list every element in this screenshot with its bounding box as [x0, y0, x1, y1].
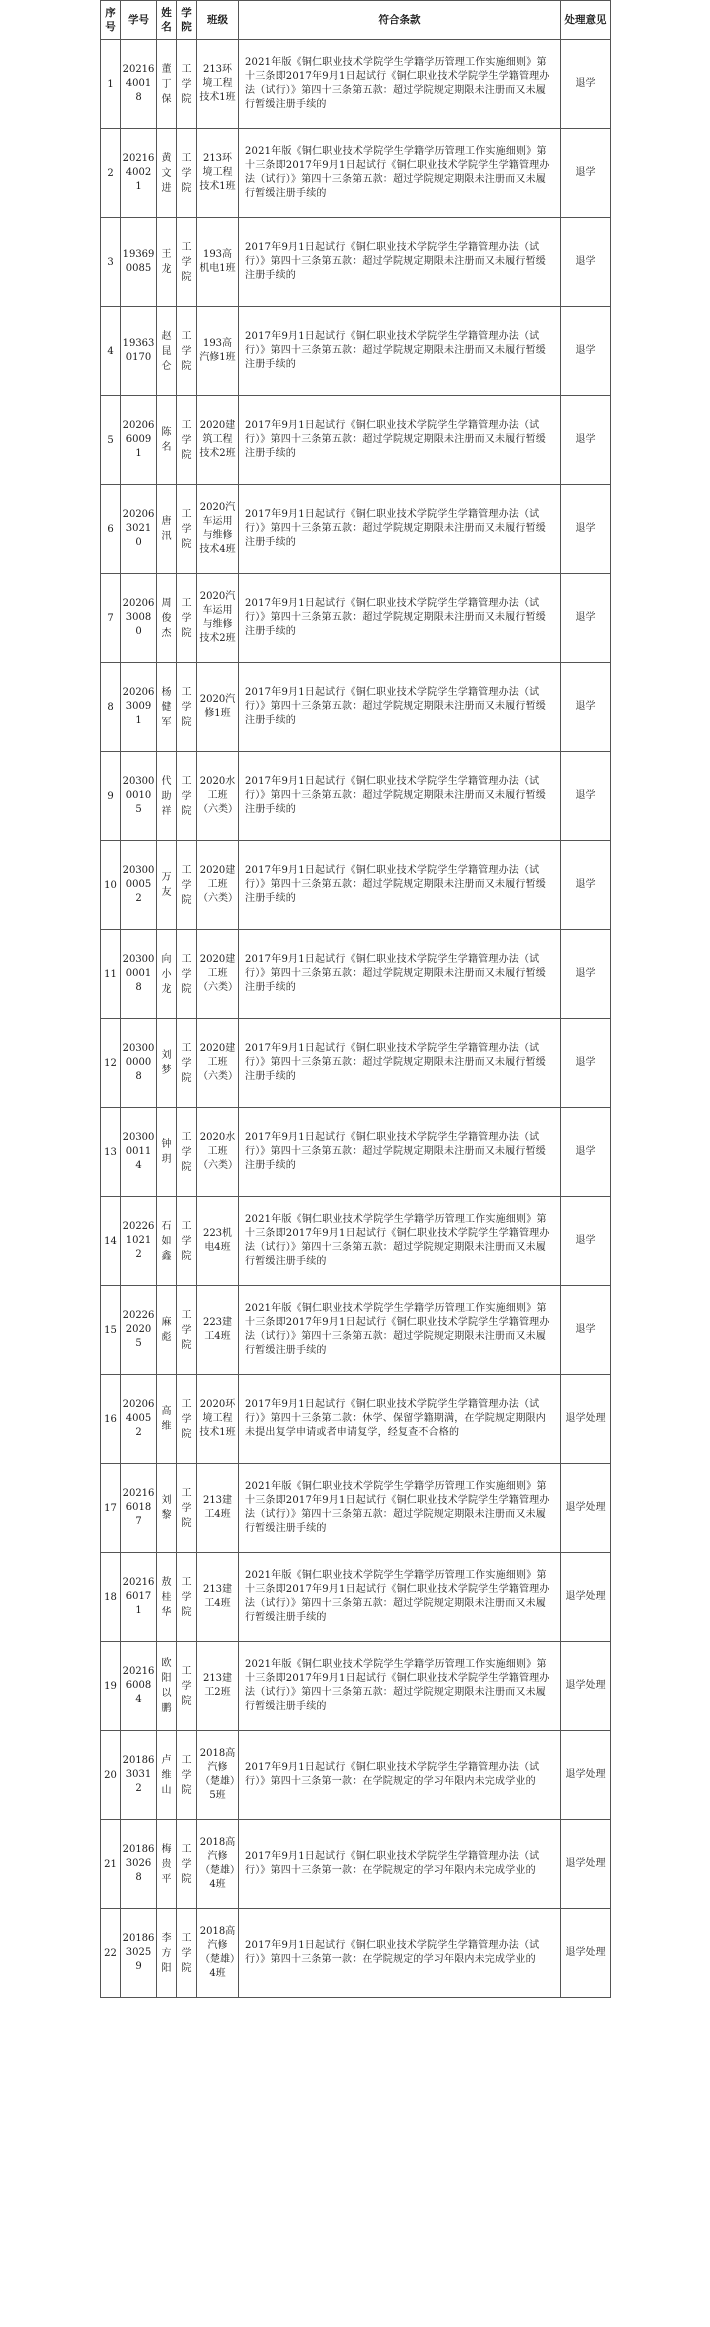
cell-seq: 12	[101, 1019, 121, 1108]
cell-student-id: 202063021 0	[121, 485, 157, 574]
table-row	[101, 1464, 611, 1553]
cell-student-id: 202166008 4	[121, 1642, 157, 1731]
cell-college: 工学院	[177, 1464, 197, 1553]
cell-decision: 退学	[561, 1197, 611, 1286]
cell-class: 213环境工程技术1班	[197, 129, 239, 218]
cell-seq: 19	[101, 1642, 121, 1731]
cell-student-id: 203000010 5	[121, 752, 157, 841]
cell-student-id: 202063009 1	[121, 663, 157, 752]
cell-college: 工学院	[177, 218, 197, 307]
cell-class: 193高机电1班	[197, 218, 239, 307]
cell-college: 工学院	[177, 1019, 197, 1108]
cell-clause: 2017年9月1日起试行《铜仁职业技术学院学生学籍管理办法（试行）》第四十三条第五款：超过学院规定期限未注册而又未履行暂缓注册手续的	[239, 752, 561, 841]
cell-class: 2020建工班（六类）	[197, 930, 239, 1019]
cell-class: 213环境工程技术1班	[197, 40, 239, 129]
cell-class: 2020水工班（六类）	[197, 752, 239, 841]
cell-student-id: 202166017 1	[121, 1553, 157, 1642]
cell-class: 223建工4班	[197, 1286, 239, 1375]
cell-name: 梅贵平	[157, 1820, 177, 1909]
cell-class: 223机电4班	[197, 1197, 239, 1286]
cell-name: 王龙	[157, 218, 177, 307]
cell-student-id: 202164001 8	[121, 40, 157, 129]
cell-decision: 退学处理	[561, 1375, 611, 1464]
cell-clause: 2021年版《铜仁职业技术学院学生学籍学历管理工作实施细则》第十三条即2017年9月1日起试行《铜仁职业技术学院学生学籍管理办法（试行）》第四十三条第五款：超过学院规定期限未注册而又未履行暂缓注册手续的	[239, 40, 561, 129]
cell-clause: 2017年9月1日起试行《铜仁职业技术学院学生学籍管理办法（试行）》第四十三条第五款：超过学院规定期限未注册而又未履行暂缓注册手续的	[239, 663, 561, 752]
cell-decision: 退学	[561, 930, 611, 1019]
cell-class: 2020建工班（六类）	[197, 1019, 239, 1108]
cell-decision: 退学处理	[561, 1642, 611, 1731]
cell-clause: 2021年版《铜仁职业技术学院学生学籍学历管理工作实施细则》第十三条即2017年9月1日起试行《铜仁职业技术学院学生学籍管理办法（试行）》第四十三条第五款：超过学院规定期限未注册而又未履行暂缓注册手续的	[239, 1286, 561, 1375]
cell-class: 2018高汽修（楚雄）4班	[197, 1909, 239, 1998]
cell-seq: 5	[101, 396, 121, 485]
cell-clause: 2021年版《铜仁职业技术学院学生学籍学历管理工作实施细则》第十三条即2017年9月1日起试行《铜仁职业技术学院学生学籍管理办法（试行）》第四十三条第五款：超过学院规定期限未注册而又未履行暂缓注册手续的	[239, 1197, 561, 1286]
cell-student-id: 201863031 2	[121, 1731, 157, 1820]
cell-seq: 11	[101, 930, 121, 1019]
cell-clause: 2017年9月1日起试行《铜仁职业技术学院学生学籍管理办法（试行）》第四十三条第五款：超过学院规定期限未注册而又未履行暂缓注册手续的	[239, 930, 561, 1019]
cell-seq: 8	[101, 663, 121, 752]
cell-class: 2020汽修1班	[197, 663, 239, 752]
cell-name: 万友	[157, 841, 177, 930]
cell-student-id: 202261021 2	[121, 1197, 157, 1286]
cell-decision: 退学处理	[561, 1464, 611, 1553]
table-row	[101, 1909, 611, 1998]
cell-clause: 2017年9月1日起试行《铜仁职业技术学院学生学籍管理办法（试行）》第四十三条第五款：超过学院规定期限未注册而又未履行暂缓注册手续的	[239, 1108, 561, 1197]
header-seq: 序号	[101, 1, 121, 40]
cell-seq: 10	[101, 841, 121, 930]
cell-college: 工学院	[177, 574, 197, 663]
cell-name: 杨健军	[157, 663, 177, 752]
table-row	[101, 930, 611, 1019]
cell-class: 2020水工班（六类）	[197, 1108, 239, 1197]
cell-name: 钟玥	[157, 1108, 177, 1197]
cell-class: 2020环境工程技术1班	[197, 1375, 239, 1464]
cell-name: 刘黎	[157, 1464, 177, 1553]
cell-seq: 21	[101, 1820, 121, 1909]
header-college: 学院	[177, 1, 197, 40]
table-row	[101, 396, 611, 485]
table-row	[101, 1731, 611, 1820]
cell-college: 工学院	[177, 1375, 197, 1464]
cell-seq: 3	[101, 218, 121, 307]
cell-college: 工学院	[177, 1197, 197, 1286]
cell-name: 周俊杰	[157, 574, 177, 663]
cell-clause: 2017年9月1日起试行《铜仁职业技术学院学生学籍管理办法（试行）》第四十三条第五款：超过学院规定期限未注册而又未履行暂缓注册手续的	[239, 307, 561, 396]
table-row	[101, 752, 611, 841]
cell-seq: 18	[101, 1553, 121, 1642]
cell-name: 卢维山	[157, 1731, 177, 1820]
cell-clause: 2021年版《铜仁职业技术学院学生学籍学历管理工作实施细则》第十三条即2017年9月1日起试行《铜仁职业技术学院学生学籍管理办法（试行）》第四十三条第五款：超过学院规定期限未注册而又未履行暂缓注册手续的	[239, 129, 561, 218]
cell-name: 刘梦	[157, 1019, 177, 1108]
cell-decision: 退学	[561, 485, 611, 574]
table-row	[101, 129, 611, 218]
cell-college: 工学院	[177, 1909, 197, 1998]
cell-clause: 2017年9月1日起试行《铜仁职业技术学院学生学籍管理办法（试行）》第四十三条第五款：超过学院规定期限未注册而又未履行暂缓注册手续的	[239, 574, 561, 663]
cell-student-id: 201863026 8	[121, 1820, 157, 1909]
cell-decision: 退学	[561, 40, 611, 129]
table-row	[101, 1197, 611, 1286]
cell-name: 敖桂华	[157, 1553, 177, 1642]
table-row	[101, 1642, 611, 1731]
cell-college: 工学院	[177, 1286, 197, 1375]
cell-student-id: 202063008 0	[121, 574, 157, 663]
cell-clause: 2021年版《铜仁职业技术学院学生学籍学历管理工作实施细则》第十三条即2017年9月1日起试行《铜仁职业技术学院学生学籍管理办法（试行）》第四十三条第五款：超过学院规定期限未注册而又未履行暂缓注册手续的	[239, 1642, 561, 1731]
cell-seq: 15	[101, 1286, 121, 1375]
cell-seq: 16	[101, 1375, 121, 1464]
table-row	[101, 1019, 611, 1108]
table-header-row	[101, 1, 611, 40]
cell-seq: 20	[101, 1731, 121, 1820]
cell-name: 陈名	[157, 396, 177, 485]
cell-decision: 退学	[561, 663, 611, 752]
header-class: 班级	[197, 1, 239, 40]
cell-clause: 2017年9月1日起试行《铜仁职业技术学院学生学籍管理办法（试行）》第四十三条第一款：在学院规定的学习年限内未完成学业的	[239, 1909, 561, 1998]
cell-name: 黄文进	[157, 129, 177, 218]
cell-seq: 2	[101, 129, 121, 218]
cell-college: 工学院	[177, 485, 197, 574]
cell-decision: 退学	[561, 1019, 611, 1108]
cell-college: 工学院	[177, 663, 197, 752]
cell-decision: 退学	[561, 1286, 611, 1375]
cell-student-id: 202166018 7	[121, 1464, 157, 1553]
cell-name: 唐汛	[157, 485, 177, 574]
header-decision: 处理意见	[561, 1, 611, 40]
cell-seq: 22	[101, 1909, 121, 1998]
table-row	[101, 841, 611, 930]
cell-name: 高维	[157, 1375, 177, 1464]
cell-class: 213建工4班	[197, 1464, 239, 1553]
cell-class: 2020建筑工程技术2班	[197, 396, 239, 485]
header-name: 姓名	[157, 1, 177, 40]
cell-college: 工学院	[177, 40, 197, 129]
table-row	[101, 307, 611, 396]
cell-seq: 6	[101, 485, 121, 574]
cell-clause: 2021年版《铜仁职业技术学院学生学籍学历管理工作实施细则》第十三条即2017年9月1日起试行《铜仁职业技术学院学生学籍管理办法（试行）》第四十三条第五款：超过学院规定期限未注册而又未履行暂缓注册手续的	[239, 1464, 561, 1553]
cell-student-id: 202262020 5	[121, 1286, 157, 1375]
cell-name: 欧阳以鹏	[157, 1642, 177, 1731]
cell-decision: 退学	[561, 752, 611, 841]
cell-decision: 退学处理	[561, 1820, 611, 1909]
cell-clause: 2017年9月1日起试行《铜仁职业技术学院学生学籍管理办法（试行）》第四十三条第五款：超过学院规定期限未注册而又未履行暂缓注册手续的	[239, 485, 561, 574]
cell-student-id: 201863025 9	[121, 1909, 157, 1998]
cell-name: 董丁保	[157, 40, 177, 129]
cell-college: 工学院	[177, 307, 197, 396]
cell-college: 工学院	[177, 396, 197, 485]
cell-college: 工学院	[177, 1820, 197, 1909]
cell-decision: 退学	[561, 574, 611, 663]
cell-clause: 2017年9月1日起试行《铜仁职业技术学院学生学籍管理办法（试行）》第四十三条第一款：在学院规定的学习年限内未完成学业的	[239, 1820, 561, 1909]
cell-class: 2018高汽修（楚雄）4班	[197, 1820, 239, 1909]
cell-decision: 退学处理	[561, 1731, 611, 1820]
cell-college: 工学院	[177, 930, 197, 1019]
cell-college: 工学院	[177, 129, 197, 218]
cell-student-id: 202066009 1	[121, 396, 157, 485]
cell-college: 工学院	[177, 1642, 197, 1731]
cell-seq: 7	[101, 574, 121, 663]
cell-decision: 退学处理	[561, 1553, 611, 1642]
cell-clause: 2017年9月1日起试行《铜仁职业技术学院学生学籍管理办法（试行）》第四十三条第五款：超过学院规定期限未注册而又未履行暂缓注册手续的	[239, 841, 561, 930]
cell-student-id: 203000005 2	[121, 841, 157, 930]
cell-clause: 2017年9月1日起试行《铜仁职业技术学院学生学籍管理办法（试行）》第四十三条第二款：休学、保留学籍期满，在学院规定期限内未提出复学申请或者申请复学，经复查不合格的	[239, 1375, 561, 1464]
cell-student-id: 193690085	[121, 218, 157, 307]
cell-name: 代助祥	[157, 752, 177, 841]
table-row	[101, 1375, 611, 1464]
cell-student-id: 193630170	[121, 307, 157, 396]
header-clause: 符合条款	[239, 1, 561, 40]
table-row	[101, 1108, 611, 1197]
cell-college: 工学院	[177, 1731, 197, 1820]
cell-clause: 2017年9月1日起试行《铜仁职业技术学院学生学籍管理办法（试行）》第四十三条第五款：超过学院规定期限未注册而又未履行暂缓注册手续的	[239, 218, 561, 307]
table-row	[101, 40, 611, 129]
table-row	[101, 485, 611, 574]
cell-decision: 退学	[561, 218, 611, 307]
cell-student-id: 203000011 4	[121, 1108, 157, 1197]
cell-name: 石如鑫	[157, 1197, 177, 1286]
cell-decision: 退学	[561, 129, 611, 218]
cell-decision: 退学	[561, 396, 611, 485]
cell-clause: 2017年9月1日起试行《铜仁职业技术学院学生学籍管理办法（试行）》第四十三条第一款：在学院规定的学习年限内未完成学业的	[239, 1731, 561, 1820]
cell-class: 213建工2班	[197, 1642, 239, 1731]
cell-student-id: 203000000 8	[121, 1019, 157, 1108]
table-row	[101, 574, 611, 663]
cell-seq: 9	[101, 752, 121, 841]
cell-seq: 13	[101, 1108, 121, 1197]
cell-student-id: 202164002 1	[121, 129, 157, 218]
cell-seq: 4	[101, 307, 121, 396]
cell-name: 李方阳	[157, 1909, 177, 1998]
cell-student-id: 202064005 2	[121, 1375, 157, 1464]
cell-name: 赵昆仑	[157, 307, 177, 396]
cell-clause: 2021年版《铜仁职业技术学院学生学籍学历管理工作实施细则》第十三条即2017年9月1日起试行《铜仁职业技术学院学生学籍管理办法（试行）》第四十三条第五款：超过学院规定期限未注册而又未履行暂缓注册手续的	[239, 1553, 561, 1642]
cell-college: 工学院	[177, 1553, 197, 1642]
cell-name: 向小龙	[157, 930, 177, 1019]
cell-seq: 17	[101, 1464, 121, 1553]
cell-decision: 退学	[561, 1108, 611, 1197]
cell-seq: 14	[101, 1197, 121, 1286]
table-row	[101, 218, 611, 307]
header-student-id: 学号	[121, 1, 157, 40]
cell-decision: 退学	[561, 841, 611, 930]
cell-class: 213建工4班	[197, 1553, 239, 1642]
table-row	[101, 1553, 611, 1642]
table-row	[101, 1286, 611, 1375]
cell-seq: 1	[101, 40, 121, 129]
table-row	[101, 663, 611, 752]
cell-student-id: 203000001 8	[121, 930, 157, 1019]
cell-class: 2018高汽修（楚雄）5班	[197, 1731, 239, 1820]
table-row	[101, 1820, 611, 1909]
cell-name: 麻彪	[157, 1286, 177, 1375]
cell-clause: 2017年9月1日起试行《铜仁职业技术学院学生学籍管理办法（试行）》第四十三条第五款：超过学院规定期限未注册而又未履行暂缓注册手续的	[239, 396, 561, 485]
cell-college: 工学院	[177, 752, 197, 841]
cell-class: 193高汽修1班	[197, 307, 239, 396]
document-page	[100, 0, 611, 1998]
cell-college: 工学院	[177, 841, 197, 930]
cell-clause: 2017年9月1日起试行《铜仁职业技术学院学生学籍管理办法（试行）》第四十三条第五款：超过学院规定期限未注册而又未履行暂缓注册手续的	[239, 1019, 561, 1108]
cell-class: 2020建工班（六类）	[197, 841, 239, 930]
cell-class: 2020汽车运用与维修技术4班	[197, 485, 239, 574]
cell-college: 工学院	[177, 1108, 197, 1197]
dropout-table	[100, 0, 611, 1998]
cell-decision: 退学处理	[561, 1909, 611, 1998]
cell-class: 2020汽车运用与维修技术2班	[197, 574, 239, 663]
cell-decision: 退学	[561, 307, 611, 396]
